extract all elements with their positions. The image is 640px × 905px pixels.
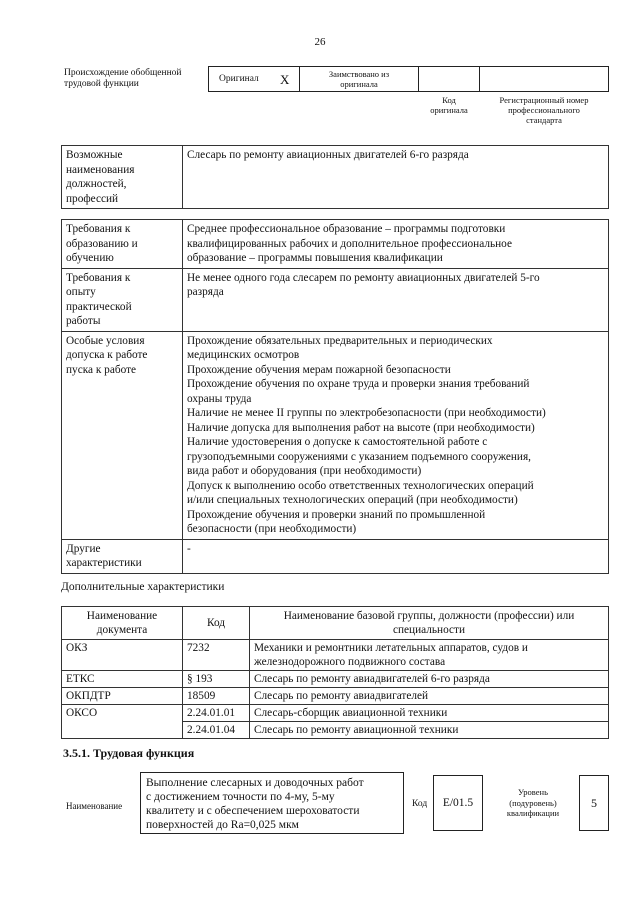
value-line: Допуск к выполнению особо ответственных технологических операций: [187, 479, 534, 492]
requirement-label: [62, 331, 183, 539]
origin-label-line: Происхождение обобщенной: [64, 68, 182, 78]
label-line: характеристики: [66, 557, 142, 569]
value-line: квалифицированных рабочих и дополнительное профессиональное: [187, 237, 512, 250]
value-line: Среднее профессиональное образование – программы подготовки: [187, 223, 506, 235]
level-label-line: (подуровень): [509, 797, 557, 808]
borrowed-label-line: оригинала: [340, 79, 378, 89]
extra-name: Слесарь по ремонту авиадвигателей: [250, 688, 609, 705]
name-line: Механики и ремонтники летательных аппаратов, судов и: [254, 642, 528, 654]
extra-doc: ЕТКС: [62, 671, 183, 688]
extra-title: Дополнительные характеристики: [61, 581, 225, 593]
label-line: работы: [66, 315, 101, 327]
extra-doc: ОКСО: [62, 705, 183, 739]
origin-regnum-caption: [479, 95, 609, 125]
original-label: Оригинал: [219, 74, 259, 84]
page-number: 26: [314, 36, 326, 48]
level-value: 5: [591, 796, 597, 810]
header-line: документа: [96, 624, 148, 636]
requirement-value: [183, 220, 609, 269]
requirement-row-other: [62, 539, 609, 573]
regnum-caption-line: стандарта: [526, 115, 562, 125]
label-line: опыту: [66, 286, 96, 298]
positions-label-line: наименования: [66, 163, 135, 176]
level-label: [493, 787, 573, 819]
extra-code: 2.24.01.01: [183, 705, 250, 722]
origin-label: [64, 68, 214, 90]
label-line: практической: [66, 300, 132, 313]
value-line: безопасности (при необходимости): [187, 523, 357, 535]
function-name-box: [140, 772, 404, 834]
extra-name: Слесарь по ремонту авиадвигателей 6-го разряда: [250, 671, 609, 688]
requirement-label: [62, 268, 183, 331]
extra-doc: ОКЗ: [62, 640, 183, 671]
positions-label-line: должностей,: [66, 178, 127, 190]
extra-doc: ОКПДТР: [62, 688, 183, 705]
value-line: Наличие не менее II группы по электробезопасности (при необходимости): [187, 407, 546, 419]
requirement-value: [183, 268, 609, 331]
extra-row: [62, 671, 609, 688]
extra-row: [62, 640, 609, 671]
section-title: 3.5.1. Трудовая функция: [63, 746, 195, 760]
extra-name: Слесарь-сборщик авиационной техники: [250, 705, 609, 722]
function-name-line: квалитету и с обеспечением шероховатости: [146, 805, 360, 817]
origin-label-line: трудовой функции: [64, 79, 139, 89]
name-line: железнодорожного подвижного состава: [254, 656, 446, 668]
label-line: Особые условия: [66, 334, 145, 347]
regnum-caption-line: Регистрационный номер: [499, 95, 589, 105]
value-line: Прохождение обязательных предварительных и периодических: [187, 334, 493, 347]
label-line: Требования к: [66, 223, 131, 235]
positions-table: [61, 145, 609, 209]
value-line: охраны труда: [187, 392, 252, 405]
positions-value: Слесарь по ремонту авиационных двигателей 6-го разряда: [183, 146, 609, 209]
origin-borrowed-cell: [299, 66, 419, 92]
requirement-value: [183, 539, 609, 573]
regnum-caption-line: профессионального: [508, 105, 580, 115]
requirement-row-experience: [62, 268, 609, 331]
value-line: Не менее одного года слесарем по ремонту авиационных двигателей 5-го: [187, 271, 540, 284]
label-line: образованию и: [66, 237, 138, 250]
label-line: Требования к: [66, 271, 131, 284]
code-value-box: [433, 775, 483, 831]
header-line: Наименование: [86, 610, 158, 622]
code-label: Код: [412, 799, 428, 809]
original-mark: X: [280, 72, 290, 87]
label-line: допуска к работе: [66, 349, 148, 361]
name-label: Наименование: [66, 801, 123, 811]
value-line: Наличие удостоверения о допуске к самостоятельной работе с: [187, 436, 488, 448]
value-line: -: [187, 542, 191, 555]
requirement-row-education: [62, 220, 609, 269]
positions-label: [62, 146, 183, 209]
label-line: Другие: [66, 542, 101, 555]
code-caption-line: Код: [442, 95, 456, 105]
origin-code-cell: [418, 66, 480, 92]
extra-name: Слесарь по ремонту авиационной техники: [250, 722, 609, 739]
value-line: разряда: [187, 286, 224, 298]
function-name-line: Выполнение слесарных и доводочных работ: [146, 777, 364, 789]
extra-header-doc: [62, 607, 183, 640]
code-value: E/01.5: [442, 797, 474, 809]
requirement-label: [62, 539, 183, 573]
requirement-row-special-conditions: [62, 331, 609, 539]
header-line: Наименование базовой группы, должности (профессии) или: [283, 610, 575, 622]
extra-header-code: Код: [183, 607, 250, 640]
level-value-box: [579, 775, 609, 831]
extra-code: 7232: [183, 640, 250, 671]
value-line: вида работ и оборудования (при необходимости): [187, 465, 422, 477]
extra-code: § 193: [183, 671, 250, 688]
origin-code-caption: [418, 95, 480, 115]
function-name-line: с достижением точности по 4-му, 5-му: [146, 791, 335, 803]
origin-regnum-cell: [479, 66, 609, 92]
value-line: и/или специальных технологических операций (при необходимости): [187, 494, 518, 506]
label-line: пуска к работе: [66, 363, 137, 376]
positions-label-line: Возможные: [66, 149, 123, 161]
code-caption-line: оригинала: [430, 105, 468, 115]
extra-code: 2.24.01.04: [183, 722, 250, 739]
requirement-value: [183, 331, 609, 539]
requirements-table: [61, 219, 609, 574]
level-label-line: квалификации: [506, 808, 560, 818]
value-line: грузоподъемными сооружениями с указанием подъемного сооружения,: [187, 450, 531, 463]
extra-header-name: [250, 607, 609, 640]
header-line: специальности: [392, 624, 466, 636]
value-line: медицинских осмотров: [187, 349, 300, 361]
level-label-line: Уровень: [518, 787, 548, 797]
extra-code: 18509: [183, 688, 250, 705]
extra-table: [61, 606, 609, 739]
extra-row: [62, 688, 609, 705]
label-line: обучению: [66, 252, 114, 264]
extra-header-row: [62, 607, 609, 640]
extra-row: [62, 705, 609, 722]
function-name-line: поверхностей до Ra=0,025 мкм: [146, 819, 299, 831]
borrowed-label-line: Заимствовано из: [328, 69, 390, 79]
requirement-label: [62, 220, 183, 269]
positions-label-line: профессий: [66, 192, 119, 205]
value-line: Прохождение обучения по охране труда и проверки знания требований: [187, 378, 530, 390]
value-line: Прохождение обучения и проверки знаний по промышленной: [187, 508, 486, 521]
origin-original-cell: [208, 66, 300, 92]
positions-row: [62, 146, 609, 209]
value-line: образование – программы повышения квалификации: [187, 252, 443, 264]
value-line: Прохождение обучения мерам пожарной безопасности: [187, 363, 451, 376]
value-line: Наличие допуска для выполнения работ на высоте (при необходимости): [187, 421, 535, 434]
extra-name: [250, 640, 609, 671]
